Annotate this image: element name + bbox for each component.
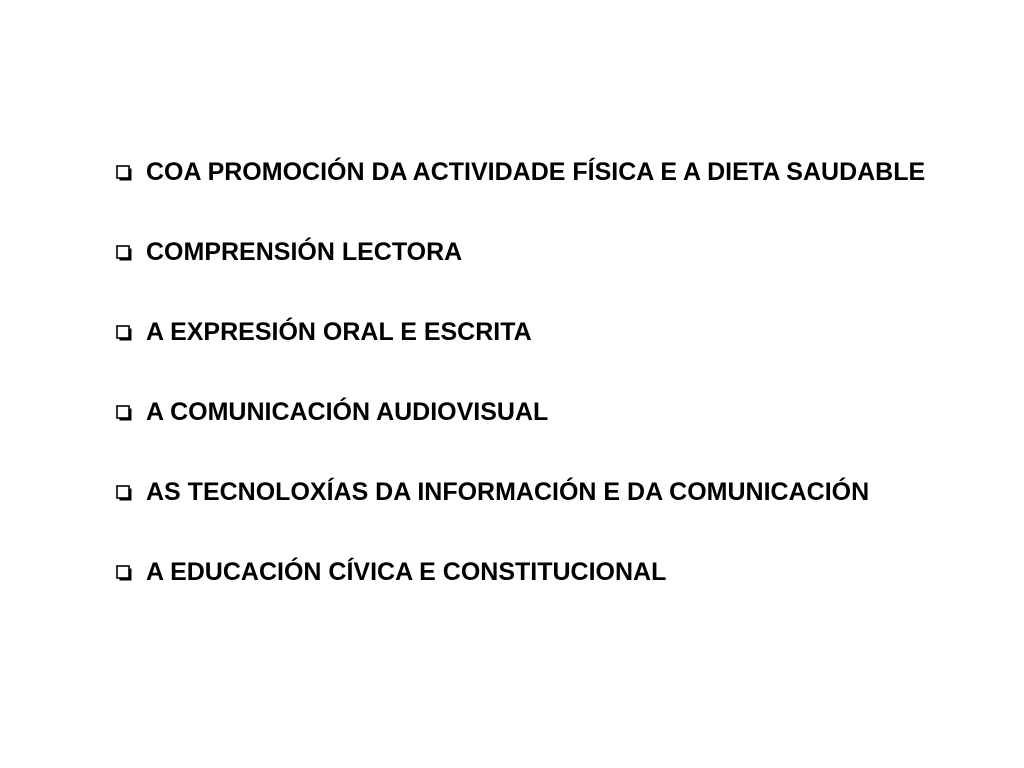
list-item-text: A EDUCACIÓN CÍVICA E CONSTITUCIONAL: [146, 558, 667, 586]
list-item-text: A COMUNICACIÓN AUDIOVISUAL: [146, 398, 549, 426]
bullet-list: [116, 155, 964, 590]
list-item: [116, 315, 964, 350]
checkbox-square-icon: [116, 405, 133, 422]
list-item-text: COA PROMOCIÓN DA ACTIVIDADE FÍSICA E A DIETA SAUDABLE: [146, 158, 926, 186]
checkbox-square-icon: [116, 565, 133, 582]
list-item-text: A EXPRESIÓN ORAL E ESCRITA: [146, 318, 532, 346]
list-item: [116, 155, 964, 190]
checkbox-square-icon: [116, 485, 133, 502]
list-item: [116, 475, 964, 510]
checkbox-square-icon: [116, 165, 133, 182]
list-item-text: AS TECNOLOXÍAS DA INFORMACIÓN E DA COMUNICACIÓN: [146, 478, 870, 506]
list-item: [116, 395, 964, 430]
checkbox-square-icon: [116, 325, 133, 342]
list-item-text: COMPRENSIÓN LECTORA: [146, 238, 463, 266]
checkbox-square-icon: [116, 245, 133, 262]
list-item: [116, 235, 964, 270]
list-item: [116, 555, 964, 590]
